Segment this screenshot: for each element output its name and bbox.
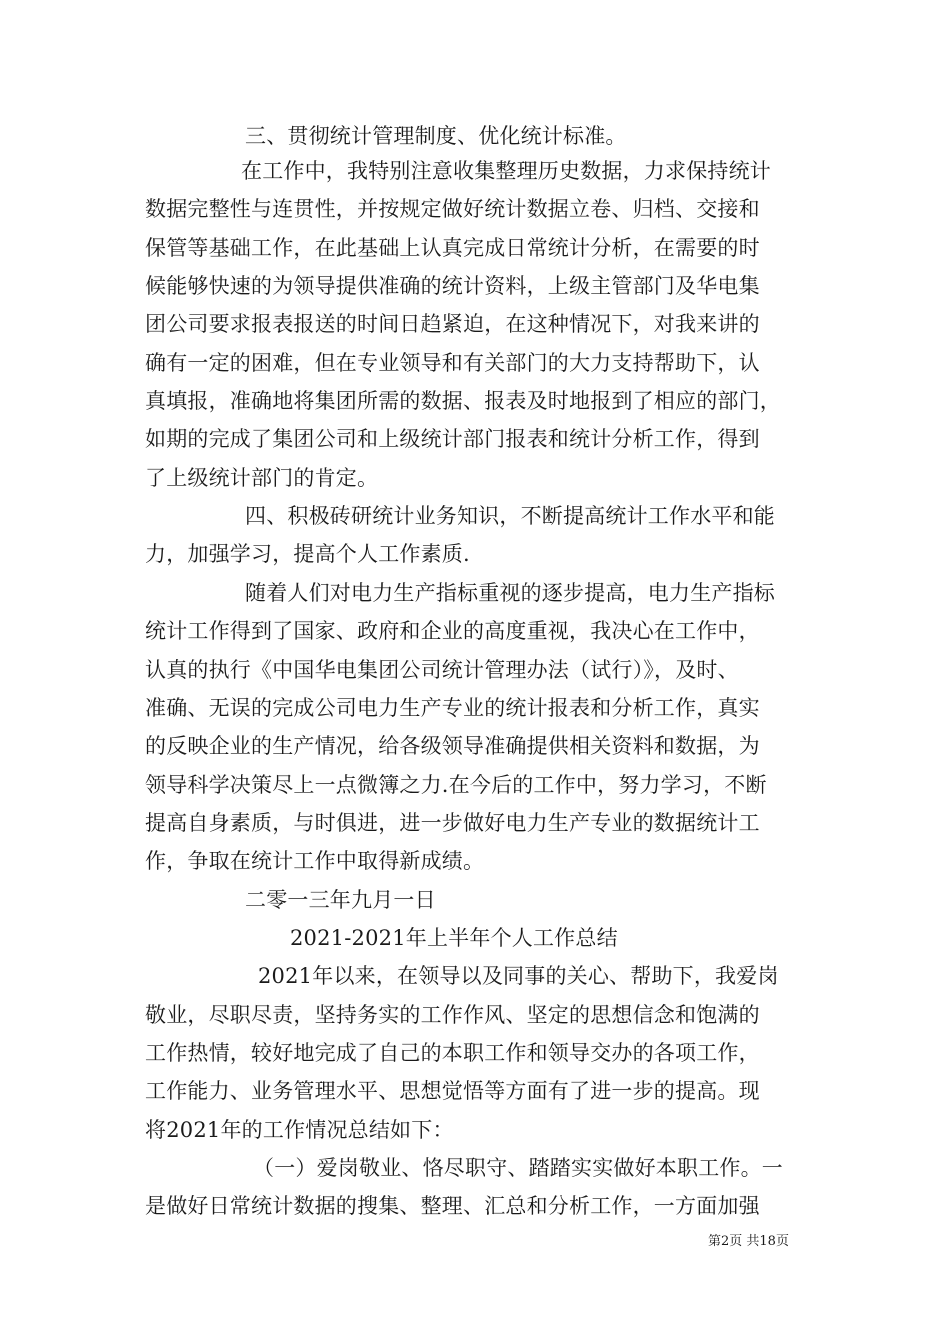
paragraph-line: 力，加强学习，提高个人工作素质.	[145, 542, 470, 566]
paragraph-line: 数据完整性与连贯性，并按规定做好统计数据立卷、归档、交接和	[145, 197, 760, 221]
section-heading-4: 四、积极砖研统计业务知识，不断提高统计工作水平和能	[245, 504, 775, 528]
paragraph-line: 确有一定的困难，但在专业领导和有关部门的大力支持帮助下，认	[145, 351, 760, 375]
paragraph-line: 统计工作得到了国家、政府和企业的高度重视，我决心在工作中，	[145, 619, 760, 643]
paragraph-line: 作，争取在统计工作中取得新成绩。	[145, 849, 485, 873]
paragraph-line: 2021年以来，在领导以及同事的关心、帮助下，我爱岗	[258, 964, 779, 988]
paragraph-line: 真填报，准确地将集团所需的数据、报表及时地报到了相应的部门，	[145, 389, 781, 413]
paragraph-line: 的反映企业的生产情况，给各级领导准确提供相关资料和数据，为	[145, 734, 760, 758]
page-number-footer: 第2页 共18页	[708, 1234, 789, 1249]
paragraph-line: 领导科学决策尽上一点微簿之力.在今后的工作中，努力学习，不断	[145, 773, 767, 797]
paragraph-line: 候能够快速的为领导提供准确的统计资料，上级主管部门及华电集	[145, 274, 760, 298]
paragraph-line: 将2021年的工作情况总结如下：	[145, 1118, 454, 1142]
paragraph-line: 是做好日常统计数据的搜集、整理、汇总和分析工作，一方面加强	[145, 1194, 760, 1218]
subsection-heading-1: （一）爱岗敬业、恪尽职守、踏踏实实做好本职工作。一	[253, 1156, 783, 1180]
paragraph-line: 工作热情，较好地完成了自己的本职工作和领导交办的各项工作，	[145, 1041, 760, 1065]
paragraph-line: 敬业，尽职尽责，坚持务实的工作作风、坚定的思想信念和饱满的	[145, 1003, 760, 1027]
paragraph-line: 在工作中，我特别注意收集整理历史数据，力求保持统计	[241, 159, 771, 183]
paragraph-line: 提高自身素质，与时俱进，进一步做好电力生产专业的数据统计工	[145, 811, 760, 835]
date-line: 二零一三年九月一日	[245, 888, 436, 912]
paragraph-line: 随着人们对电力生产指标重视的逐步提高，电力生产指标	[245, 581, 775, 605]
document-title: 2021-2021年上半年个人工作总结	[290, 926, 618, 950]
paragraph-line: 如期的完成了集团公司和上级统计部门报表和统计分析工作，得到	[145, 427, 760, 451]
paragraph-line: 团公司要求报表报送的时间日趋紧迫，在这种情况下，对我来讲的	[145, 312, 760, 336]
section-heading-3: 三、贯彻统计管理制度、优化统计标准。	[245, 124, 627, 148]
paragraph-line: 准确、无误的完成公司电力生产专业的统计报表和分析工作，真实	[145, 696, 760, 720]
paragraph-line: 了上级统计部门的肯定。	[145, 466, 379, 490]
paragraph-line: 工作能力、业务管理水平、思想觉悟等方面有了进一步的提高。现	[145, 1079, 760, 1103]
paragraph-line: 保管等基础工作，在此基础上认真完成日常统计分析，在需要的时	[145, 236, 760, 260]
paragraph-line: 认真的执行《中国华电集团公司统计管理办法（试行）》，及时、	[145, 658, 739, 682]
